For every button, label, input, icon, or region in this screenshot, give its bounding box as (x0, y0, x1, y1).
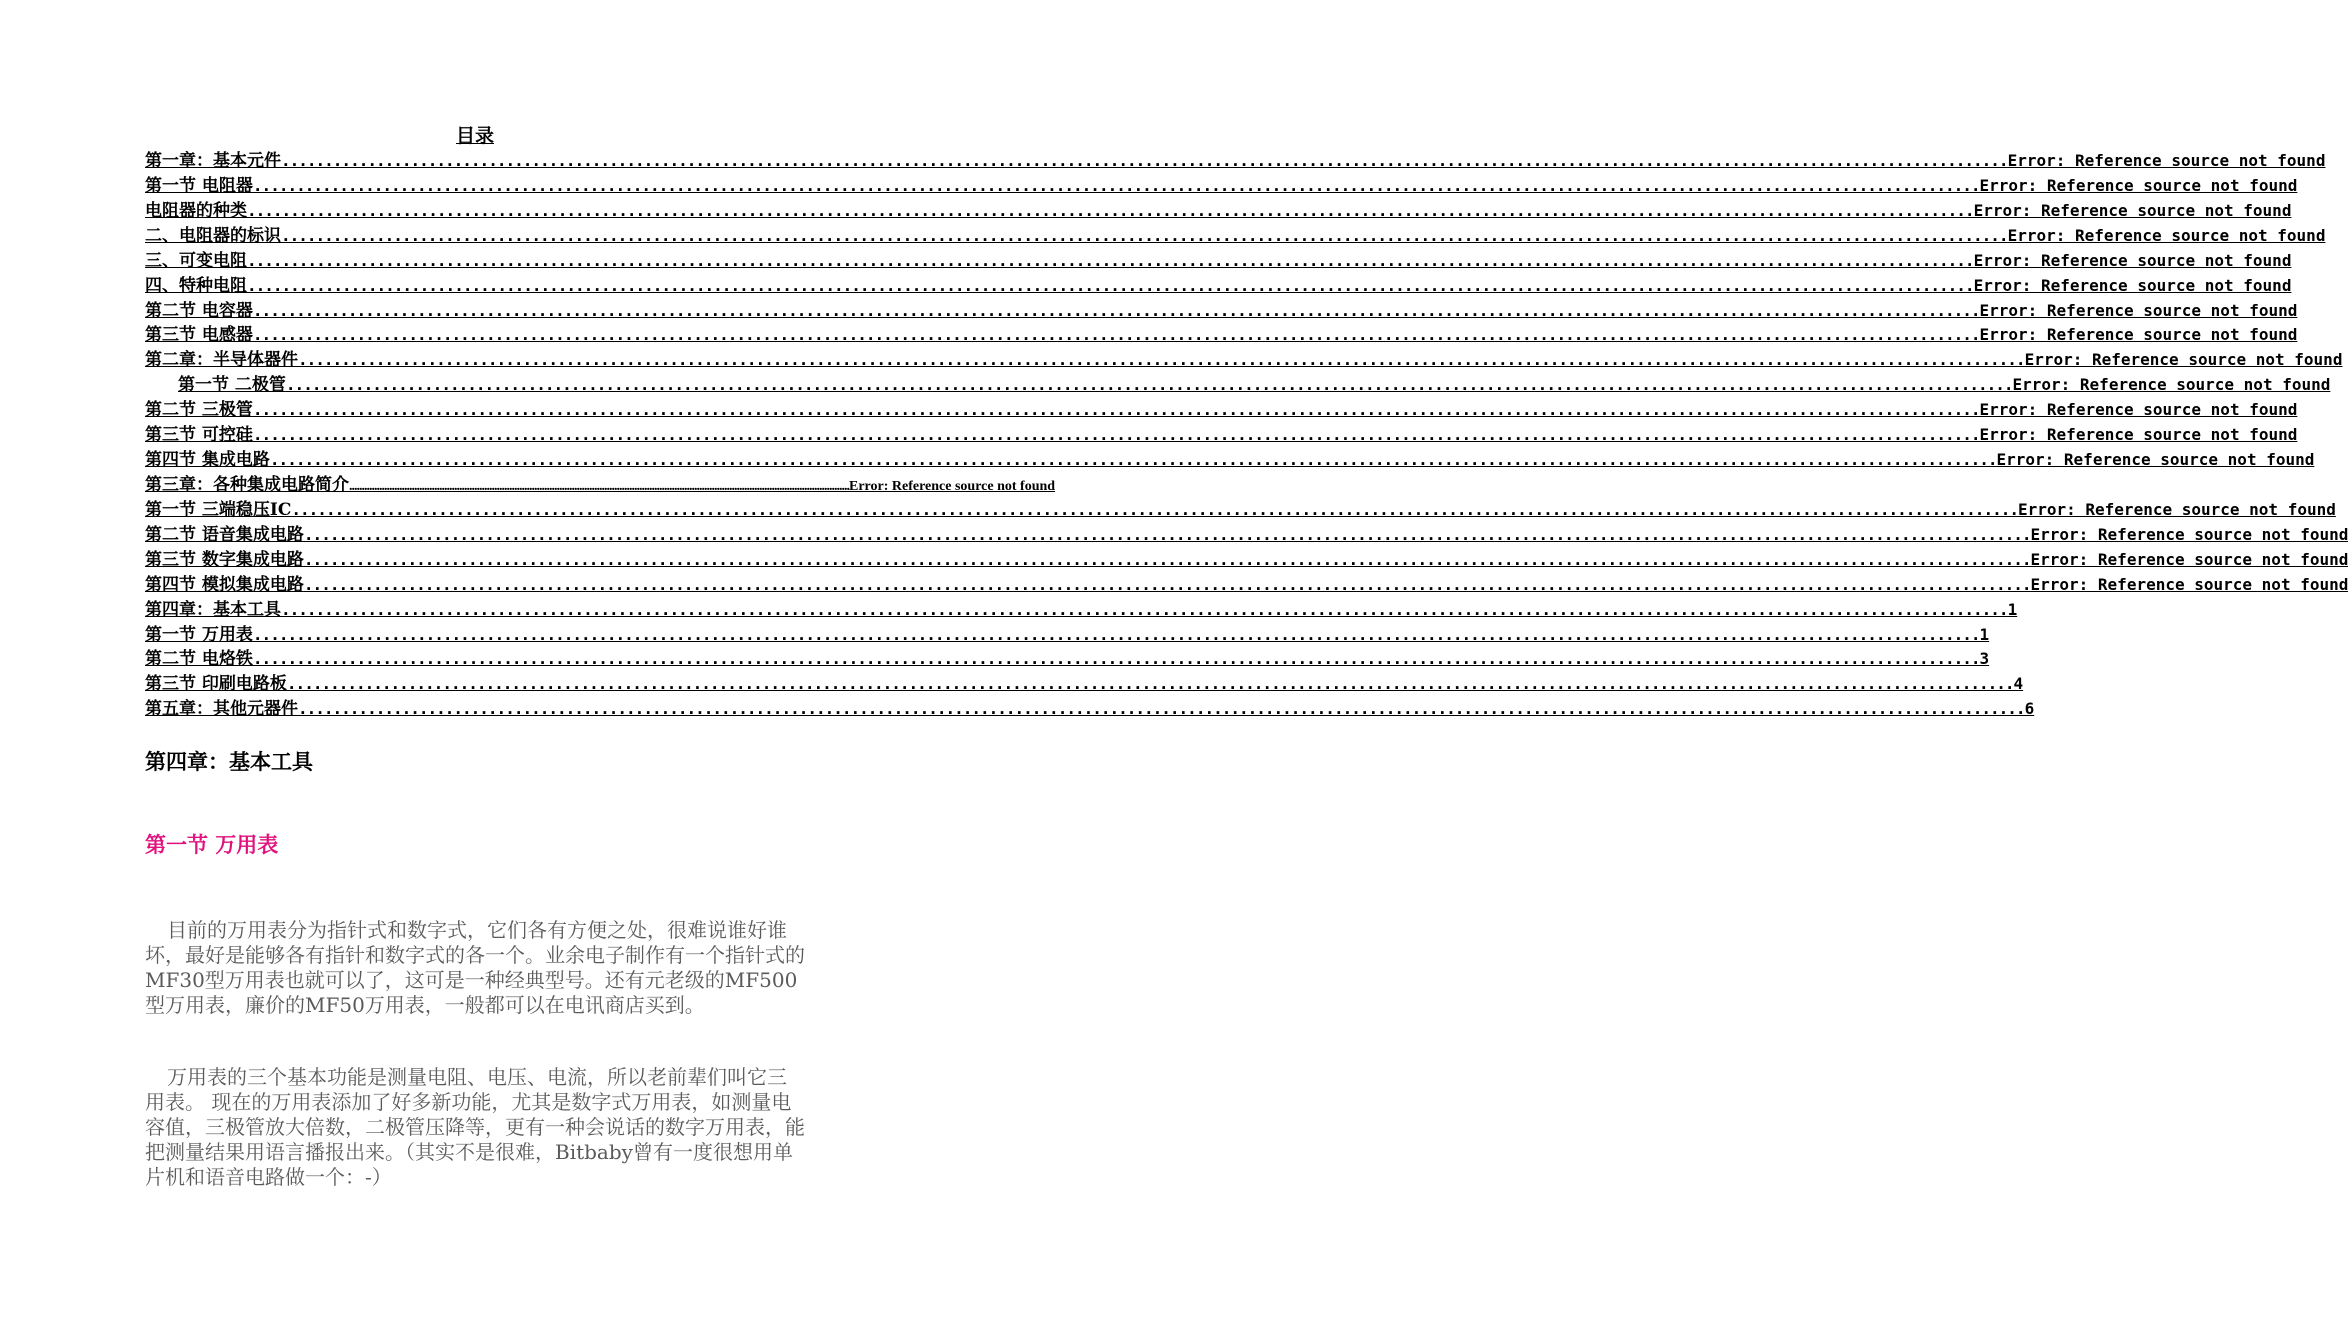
toc-leader-dots: ........................................................................................................................................................................................................ (252, 325, 1980, 345)
toc-entry-page-ref: Error: Reference source not found (849, 478, 1056, 494)
toc-entry-page-ref: Error: Reference source not found (2030, 574, 2348, 594)
toc-entry-page-ref: Error: Reference source not found (1973, 250, 2292, 270)
toc-entry-title: 第二节 电容器 (145, 300, 253, 321)
toc-entry[interactable] (145, 498, 2336, 523)
toc-entry-page-ref: Error: Reference source not found (2030, 524, 2348, 544)
toc-entry-title: 第二节 电烙铁 (145, 649, 253, 670)
toc-leader-dots: ........................................................................................................................................................................................................ (252, 400, 1980, 420)
toc-entry-page-ref: Error: Reference source not found (2017, 499, 2336, 519)
toc-leader-dots: ........................................................................................................................................................................................................ (303, 574, 2031, 594)
toc-entry-title: 第四节 模拟集成电路 (145, 574, 304, 595)
toc-entry[interactable] (145, 473, 1056, 498)
toc-leader-dots: ........................................................................................................................................................................................................ (298, 350, 2025, 370)
toc-entry-title: 二、电阻器的标识 (145, 225, 281, 246)
toc-entry-page-ref: Error: Reference source not found (1973, 275, 2292, 295)
toc-entry-title: 第一节 万用表 (145, 624, 253, 645)
toc-leader-dots: ........................................................................................................................................................................................................ (252, 175, 1980, 195)
chapter-heading: 第四章：基本工具 (145, 749, 313, 774)
toc-entry[interactable] (145, 672, 2024, 697)
toc-entry-title: 第五章：其他元器件 (145, 699, 298, 720)
toc-entry-page-ref: Error: Reference source not found (1996, 450, 2315, 470)
toc-entry[interactable] (145, 598, 2018, 623)
toc-entry-title: 第三章：各种集成电路简介 (145, 474, 349, 495)
toc-entry[interactable] (145, 623, 1990, 648)
toc-leader-dots: ........................................................................................................................................................................................................ (252, 624, 1980, 644)
toc-entry[interactable] (145, 323, 2298, 348)
toc-entry-page-ref: Error: Reference source not found (1973, 200, 2292, 220)
toc-entry-title: 第一节 电阻器 (145, 175, 253, 196)
toc-entry-page-ref: Error: Reference source not found (2030, 549, 2348, 569)
toc-entry-page-ref: Error: Reference source not found (1979, 175, 2298, 195)
toc-entry[interactable] (145, 199, 2292, 224)
toc-leader-dots: ........................................................................................................................................................................................................ (252, 425, 1980, 445)
toc-entry-page-ref: Error: Reference source not found (1979, 425, 2298, 445)
toc-entry-title: 第二节 三极管 (145, 400, 253, 421)
toc-leader-dots: ........................................................................................................................................................................................................ (252, 300, 1980, 320)
toc-entry[interactable] (145, 348, 2343, 373)
toc-entry[interactable] (145, 548, 2348, 573)
toc-entry-title: 第一章：基本元件 (145, 151, 281, 171)
toc-entry-page-ref: Error: Reference source not found (1979, 300, 2298, 320)
toc-entry[interactable] (145, 697, 2035, 722)
toc-entry[interactable] (145, 174, 2298, 199)
toc-leader-dots: ........................................................................................................................................................................................................ (286, 674, 2014, 694)
toc-entry-title: 三、可变电阻 (145, 250, 247, 271)
toc-leader-dots: ........................................................................................................................................................................................................ (281, 151, 2008, 170)
table-of-contents (145, 149, 2348, 722)
toc-leader-dots: ........................................................................................................................................................................................................ (252, 649, 1980, 669)
toc-entry-title: 第四章：基本工具 (145, 599, 281, 620)
toc-entry-page-ref: 4 (2013, 674, 2024, 694)
toc-entry-page-ref: 6 (2024, 699, 2035, 719)
toc-entry-title: 第三节 可控硅 (145, 425, 253, 446)
toc-entry[interactable] (145, 249, 2292, 274)
section-heading: 第一节 万用表 (145, 832, 279, 857)
toc-leader-dots: ........................................................................................................................................................................................................ (285, 375, 2013, 395)
toc-entry-page-ref: 1 (2007, 599, 2018, 619)
toc-entry[interactable] (145, 423, 2298, 448)
toc-leader-dots: ........................................................................................................................................................................................................ (281, 599, 2008, 619)
toc-entry-page-ref: Error: Reference source not found (1979, 400, 2298, 420)
toc-entry-title: 第三节 印刷电路板 (145, 674, 287, 695)
toc-entry[interactable] (145, 523, 2348, 548)
toc-title: 目录 (455, 125, 494, 147)
toc-entry-page-ref: 1 (1979, 624, 1990, 644)
toc-leader-dots: ........................................................................................................................................................................................................ (247, 200, 1974, 220)
toc-entry-page-ref: Error: Reference source not found (2007, 225, 2326, 245)
toc-leader-dots: ........................................................................................................................................................................................................ (291, 499, 2018, 519)
toc-entry[interactable] (145, 274, 2292, 299)
toc-entry[interactable] (145, 299, 2298, 324)
toc-entry-page-ref: Error: Reference source not found (2024, 350, 2343, 370)
toc-entry-title: 第四节 集成电路 (145, 450, 270, 471)
toc-entry-page-ref: Error: Reference source not found (1979, 325, 2298, 345)
toc-leader-dots: ........................................................................................................................................................................................................ (247, 250, 1974, 270)
toc-entry-title: 第一节 二极管 (178, 375, 286, 396)
toc-entry-page-ref: Error: Reference source not found (2012, 375, 2331, 395)
toc-entry-title: 电阻器的种类 (145, 200, 247, 221)
toc-leader-dots: ........................................................................................................................................................................................................ (303, 524, 2031, 544)
toc-entry[interactable] (145, 647, 1990, 672)
toc-leader-dots: ........................................................................................................................................................................................................ (303, 549, 2031, 569)
toc-entry-page-ref: 3 (1979, 649, 1990, 669)
toc-entry-page-ref: Error: Reference source not found (2007, 151, 2326, 170)
toc-entry-title: 第三节 数字集成电路 (145, 549, 304, 570)
toc-leader-dots: ........................................................................................................................................................................................................ (349, 478, 849, 494)
body-paragraph: 目前的万用表分为指针式和数字式，它们各有方便之处，很难说谁好谁坏，最好是能够各有指针和数字式的各一个。业余电子制作有一个指针式的MF30型万用表也就可以了，这可是一种经典型号。还有元老级的MF500型万用表，廉价的MF50万用表，一般都可以在电讯商店买到。 (145, 918, 805, 1017)
toc-entry-title: 第二章：半导体器件 (145, 350, 298, 371)
body-paragraph: 万用表的三个基本功能是测量电阻、电压、电流，所以老前辈们叫它三用表。 现在的万用表添加了好多新功能，尤其是数字式万用表，如测量电容值，三极管放大倍数，二极管压降等，更有一种会说话的数字万用表，能把测量结果用语言播报出来。（其实不是很难，Bitbaby曾有一度很想用单片机和语音电路做一个：-） (145, 1065, 805, 1189)
toc-leader-dots: ........................................................................................................................................................................................................ (247, 275, 1974, 295)
toc-entry-title: 第一节 三端稳压IC (145, 499, 292, 520)
toc-entry[interactable] (145, 398, 2298, 423)
toc-leader-dots: ........................................................................................................................................................................................................ (269, 450, 1997, 470)
toc-entry-title: 第三节 电感器 (145, 325, 253, 346)
toc-entry-title: 第二节 语音集成电路 (145, 524, 304, 545)
toc-entry[interactable] (145, 149, 2326, 174)
toc-leader-dots: ........................................................................................................................................................................................................ (298, 699, 2025, 719)
toc-entry[interactable] (145, 448, 2315, 473)
toc-entry[interactable] (145, 373, 2331, 398)
toc-entry[interactable] (145, 224, 2326, 249)
toc-entry[interactable] (145, 573, 2348, 598)
toc-leader-dots: ........................................................................................................................................................................................................ (281, 225, 2008, 245)
toc-entry-title: 四、特种电阻 (145, 275, 247, 296)
